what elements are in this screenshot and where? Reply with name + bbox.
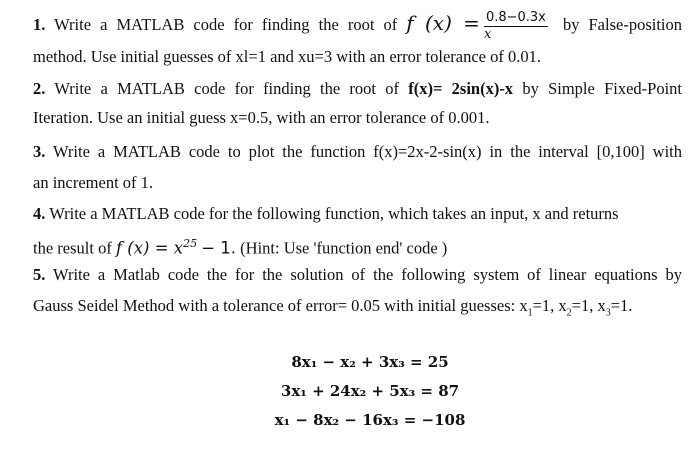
- q5-sub-2: 2: [566, 307, 572, 319]
- q1-number: 1.: [33, 15, 46, 34]
- q5-line-2: [33, 295, 682, 324]
- q4-hint: (Hint: Use 'function end' code ): [240, 238, 448, 258]
- q5-eq-2: =1, x: [571, 296, 606, 315]
- q5-eq-3: =1.: [610, 296, 633, 315]
- q1-text-b: by False-position: [562, 15, 682, 34]
- q2-text-b: by Simple Fixed-Point: [522, 79, 683, 98]
- q4-number: 4.: [33, 204, 46, 223]
- equation-3: x₁ − 8x₂ − 16x₃ = −108: [274, 411, 466, 429]
- q4-text-a: the result of: [33, 238, 112, 258]
- q2-function: f(x)= 2sin(x)-x: [408, 79, 514, 98]
- q4-math: f (x) = x: [115, 238, 184, 258]
- q1-line-1: [33, 10, 682, 42]
- q5-text-a: Gauss Seidel Method with a tolerance of error= 0.05 with initial guesses: x: [33, 296, 528, 315]
- q1-fx: f (x) =: [406, 11, 480, 35]
- q1-text-a: Write a MATLAB code for finding the root of: [54, 15, 398, 34]
- equation-2: 3x₁ + 24x₂ + 5x₃ = 87: [280, 382, 460, 400]
- q5-sub-3: 3: [605, 307, 611, 319]
- q4-exponent: 25: [183, 237, 198, 250]
- q4-line-1: [33, 203, 682, 225]
- q5-sub-1: 1: [527, 307, 533, 319]
- q5-text: Write a Matlab code the for the solution of the following system of linear equations by: [53, 265, 683, 284]
- q2-number: 2.: [33, 79, 46, 98]
- q2-text-a: Write a MATLAB code for finding the root of: [54, 79, 399, 98]
- q5-eq-1: =1, x: [532, 296, 567, 315]
- q4-line-2: [33, 233, 682, 260]
- q1-fraction: [484, 10, 548, 42]
- q1-frac-denominator: x: [483, 27, 492, 43]
- q3-line-2: an increment of 1.: [33, 173, 154, 192]
- q4-minus-one: − 1.: [201, 238, 237, 258]
- equation-1: 8x₁ − x₂ + 3x₃ = 25: [291, 353, 449, 371]
- q5-number: 5.: [33, 265, 46, 284]
- q5-line-1: [33, 264, 682, 286]
- q1-frac-numerator: 0.8−0.3x: [485, 10, 546, 26]
- q1-line-2: method. Use initial guesses of xl=1 and xu=3 with an error tolerance of 0.01.: [33, 47, 541, 66]
- q2-line-1: [33, 78, 682, 100]
- q4-text: Write a MATLAB code for the following function, which takes an input, x and returns: [49, 204, 619, 223]
- q2-line-2: Iteration. Use an initial guess x=0.5, with an error tolerance of 0.001.: [33, 108, 490, 127]
- q3-text: Write a MATLAB code to plot the function f(x)=2x-2-sin(x) in the interval [0,100] with: [53, 142, 683, 161]
- q3-line-1: [33, 141, 682, 163]
- q3-number: 3.: [33, 142, 46, 161]
